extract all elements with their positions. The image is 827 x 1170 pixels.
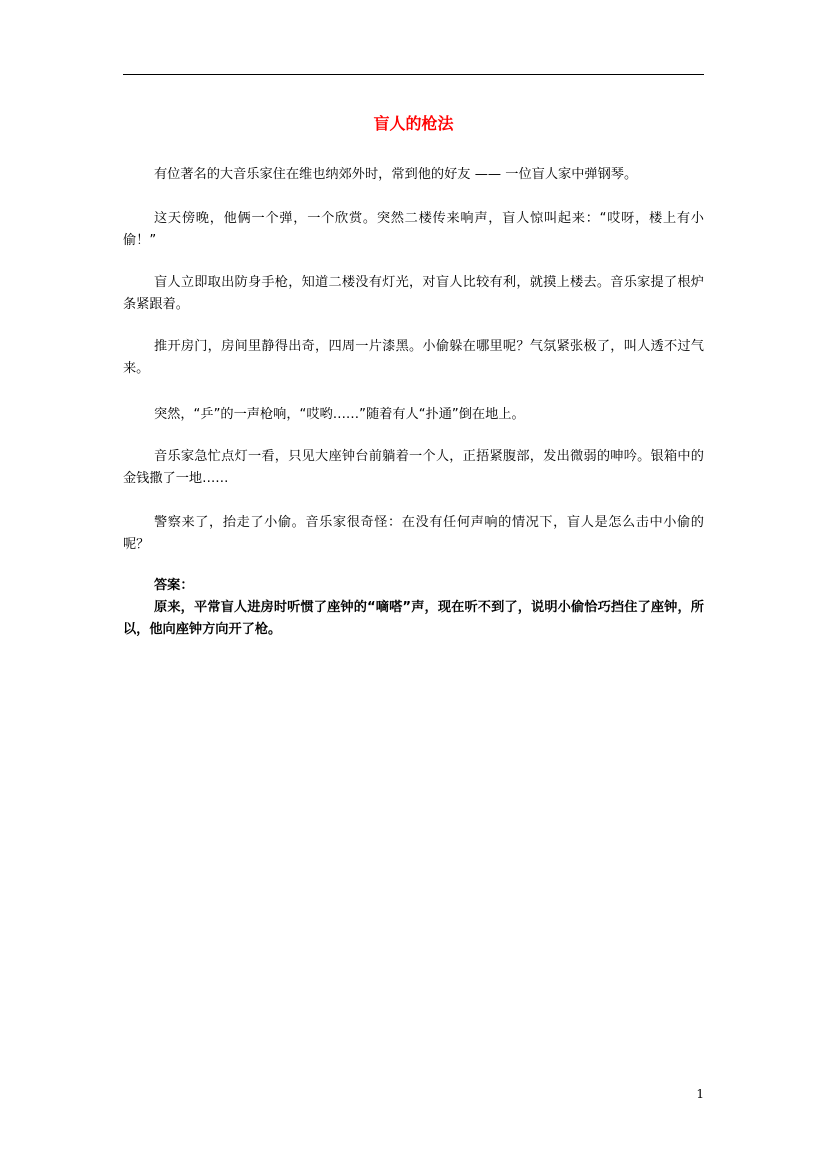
paragraph-7: 警察来了，抬走了小偷。音乐家很奇怪：在没有任何声响的情况下，盲人是怎么击中小偷的呢？	[123, 515, 704, 552]
paragraph-6: 音乐家急忙点灯一看，只见大座钟台前躺着一个人，正捂紧腹部，发出微弱的呻吟。银箱中的金钱撒了一地……	[123, 449, 704, 486]
paragraph-1: 有位著名的大音乐家住在维也纳郊外时，常到他的好友 —— 一位盲人家中弹钢琴。	[154, 167, 638, 182]
page-number: 1	[696, 1087, 704, 1101]
document-title: 盲人的枪法	[373, 114, 454, 133]
header-rule	[123, 74, 704, 75]
paragraph-2: 这天傍晚，他俩一个弹，一个欣赏。突然二楼传来响声，盲人惊叫起来：“哎呀，楼上有小偷！”	[123, 211, 704, 248]
answer-text: 原来，平常盲人进房时听惯了座钟的“嘀嗒”声，现在听不到了，说明小偷恰巧挡住了座钟，所以，他向座钟方向开了枪。	[123, 600, 704, 637]
paragraph-4: 推开房门，房间里静得出奇，四周一片漆黑。小偷躲在哪里呢？气氛紧张极了，叫人透不过气来。	[123, 339, 704, 376]
paragraph-3: 盲人立即取出防身手枪，知道二楼没有灯光，对盲人比较有利，就摸上楼去。音乐家提了根炉条紧跟着。	[123, 275, 704, 312]
answer-label: 答案：	[154, 578, 194, 593]
paragraph-5: 突然，“乒”的一声枪响，“哎哟……”随着有人“扑通”倒在地上。	[154, 407, 525, 422]
